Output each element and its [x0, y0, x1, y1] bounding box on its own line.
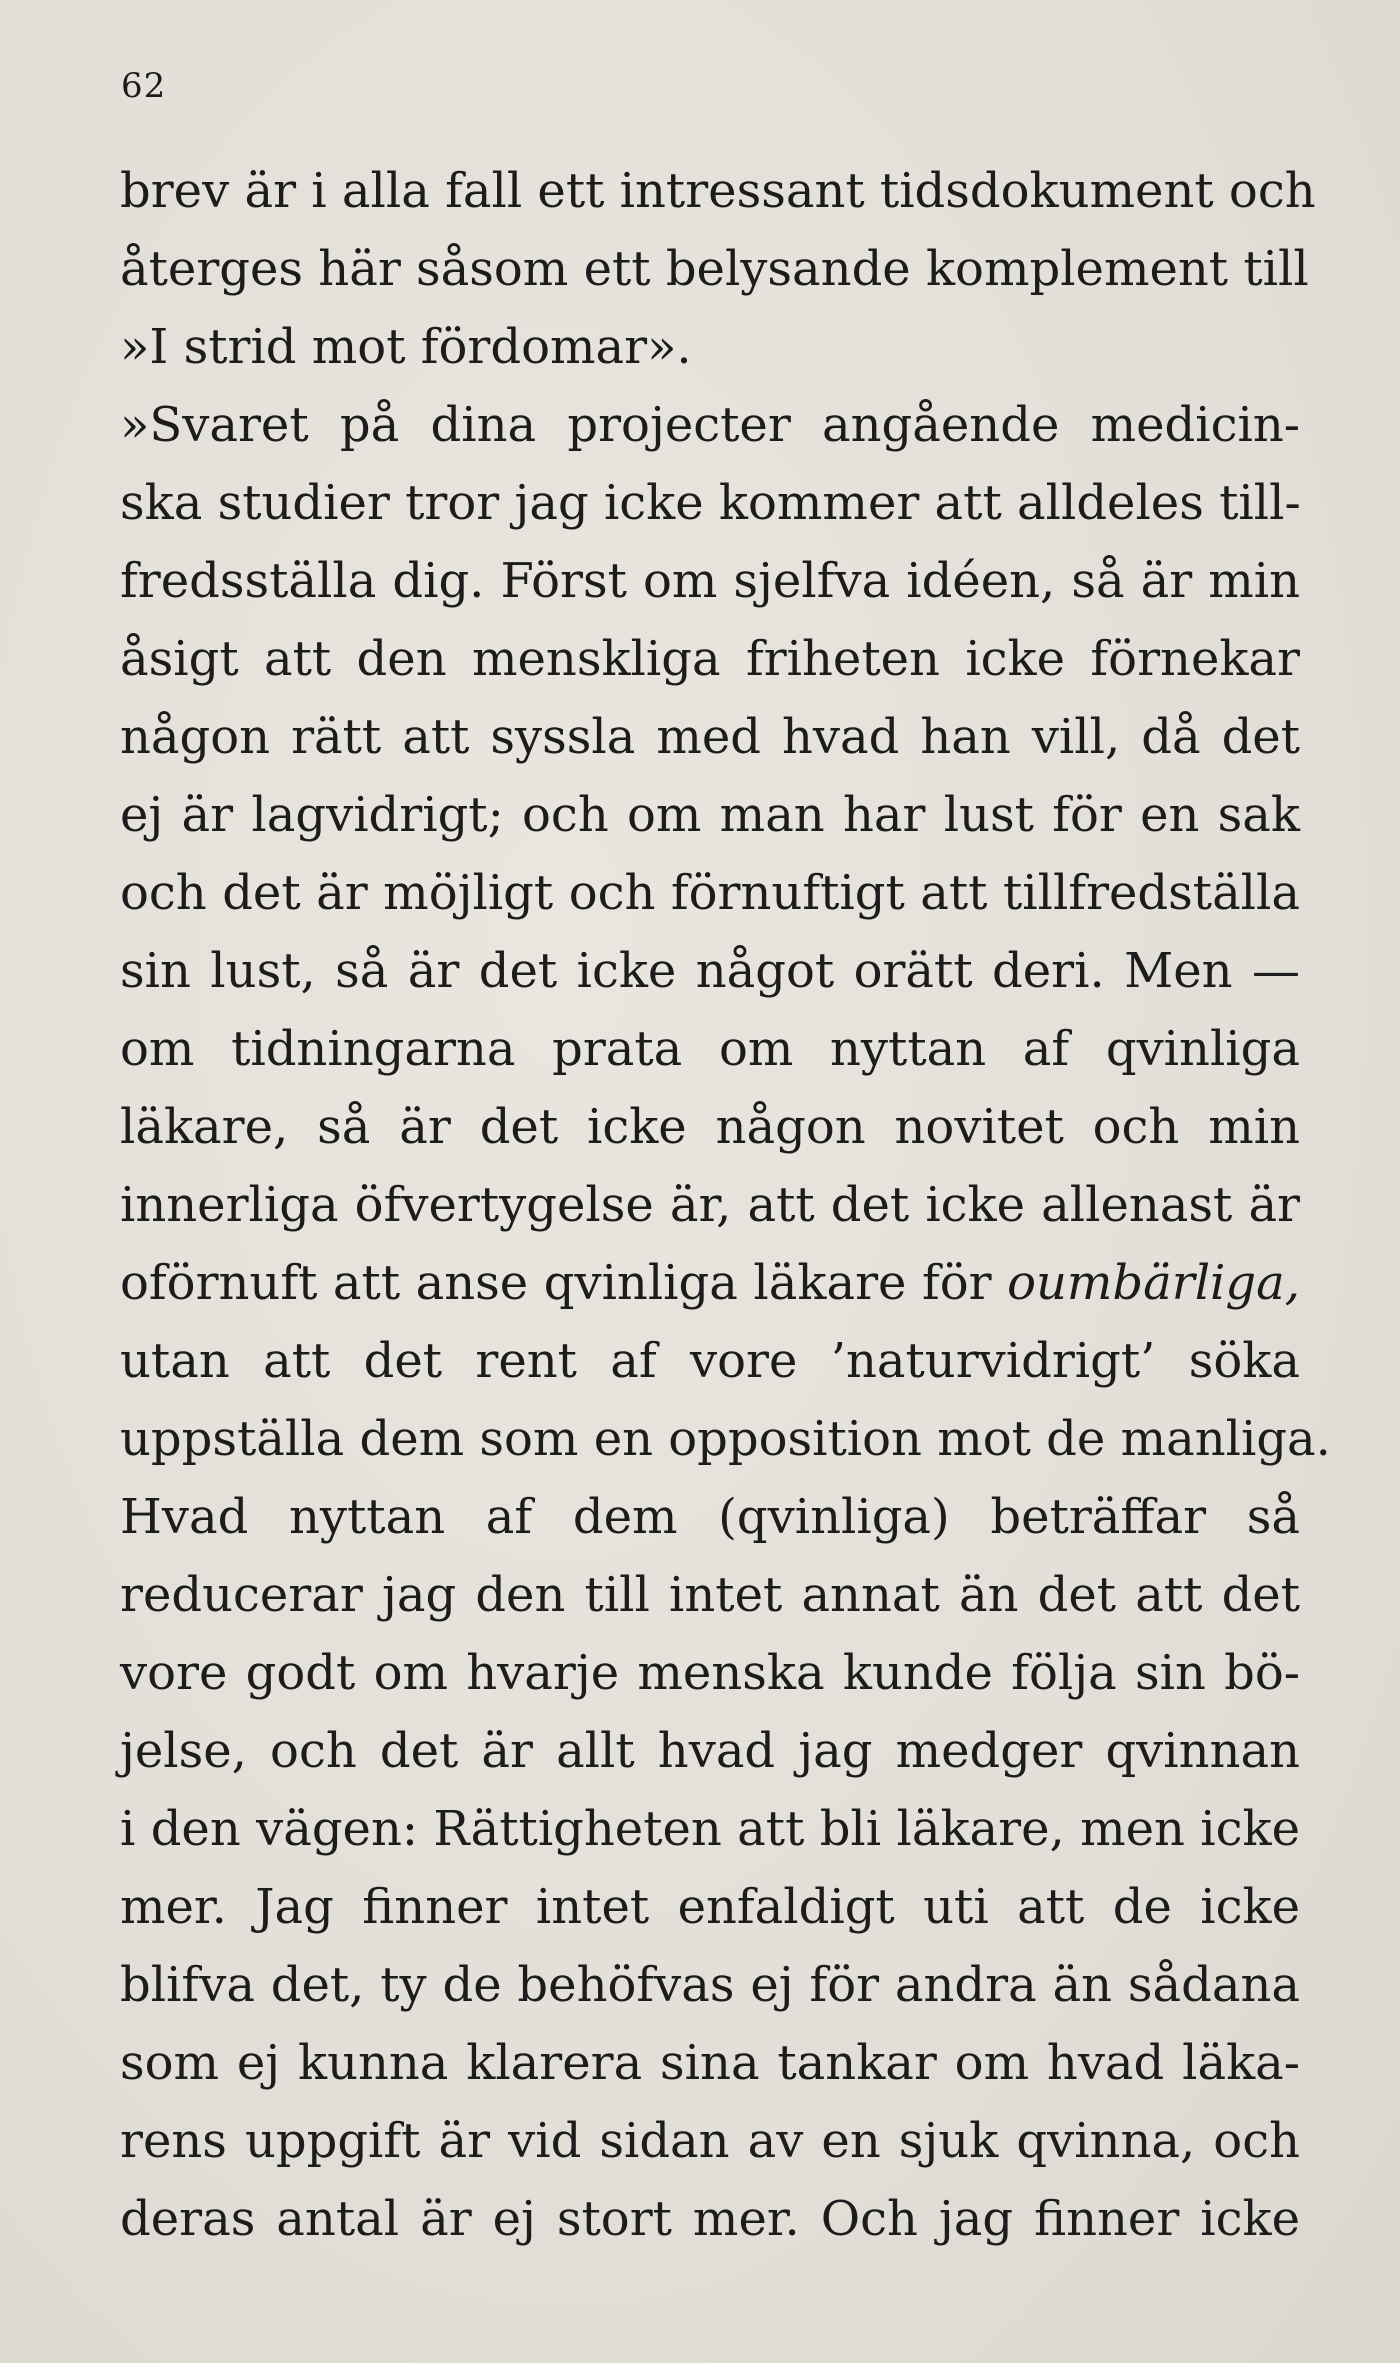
- text-line-with-emphasis: [120, 1244, 1300, 1322]
- text-line: Hvad nyttan af dem (qvinliga) beträffar så: [120, 1489, 1300, 1545]
- text-line: om tidningarna prata om nyttan af qvinliga: [120, 1021, 1300, 1077]
- text-line: vore godt om hvarje menska kunde följa sin bö-: [120, 1645, 1300, 1701]
- text-line: innerliga öfvertygelse är, att det icke allenast är: [120, 1177, 1300, 1233]
- body-text: [120, 152, 1331, 2258]
- text-line: ej är lagvidrigt; och om man har lust för en sak: [120, 787, 1300, 843]
- emphasized-word: oumbärliga,: [1007, 1255, 1300, 1311]
- text-line: »I strid mot fördomar».: [120, 319, 692, 375]
- text-line: »Svaret på dina projecter angående medicin-: [120, 397, 1300, 453]
- text-line: utan att det rent af vore ’naturvidrigt’ söka: [120, 1333, 1300, 1389]
- text-line: blifva det, ty de behöfvas ej för andra än sådana: [120, 1957, 1300, 2013]
- text-line: reducerar jag den till intet annat än det att det: [120, 1567, 1300, 1623]
- text-line: och det är möjligt och förnuftigt att tillfredställa: [120, 865, 1300, 921]
- text-line: som ej kunna klarera sina tankar om hvad läka-: [120, 2035, 1300, 2091]
- text-segment: oförnuft att anse qvinliga läkare för: [120, 1255, 1008, 1311]
- text-line: deras antal är ej stort mer. Och jag finner icke: [120, 2191, 1300, 2247]
- text-line: sin lust, så är det icke något orätt deri. Men —: [120, 943, 1300, 999]
- text-line: fredsställa dig. Först om sjelfva idéen, så är min: [120, 553, 1300, 609]
- page-number: 62: [121, 66, 167, 106]
- text-line: mer. Jag finner intet enfaldigt uti att de icke: [120, 1879, 1300, 1935]
- text-line: ska studier tror jag icke kommer att alldeles till-: [120, 475, 1301, 531]
- text-line: uppställa dem som en opposition mot de manliga.: [120, 1411, 1331, 1467]
- text-line: någon rätt att syssla med hvad han vill, då det: [120, 709, 1300, 765]
- text-line: åsigt att den menskliga friheten icke förnekar: [120, 631, 1300, 687]
- text-line: brev är i alla fall ett intressant tidsdokument och: [120, 163, 1316, 219]
- text-line: i den vägen: Rättigheten att bli läkare, men icke: [120, 1801, 1300, 1857]
- text-line: läkare, så är det icke någon novitet och min: [120, 1099, 1300, 1155]
- text-line: återges här såsom ett belysande komplement till: [120, 241, 1309, 297]
- text-line: rens uppgift är vid sidan av en sjuk qvinna, och: [120, 2113, 1300, 2169]
- text-line: jelse, och det är allt hvad jag medger qvinnan: [120, 1723, 1300, 1779]
